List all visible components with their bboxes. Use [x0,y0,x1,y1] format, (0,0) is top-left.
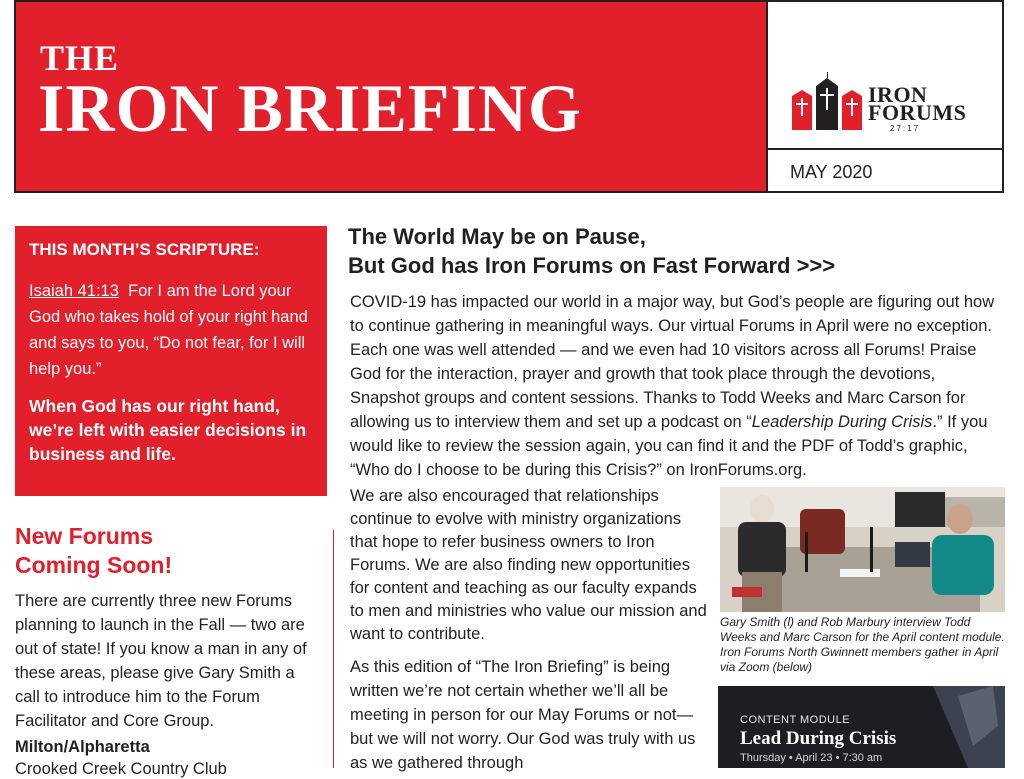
interview-photo-image [720,487,1005,612]
lead-text-italic: Leadership During Crisis [751,413,933,431]
interview-photo [720,487,1005,612]
crosses-icon [790,72,866,132]
lead-text-part1: COVID-19 has impacted our world in a major way, but God’s people are figuring out how to continue gathering in meaningful ways. Our virtual Forums in April were no exception. Each one was well attended — and we even had 10 visitors across all Forums! Praise God for the interaction, prayer and growth that took place through the devotions, Snapshot groups and content sessions. Thanks to Todd Weeks and Marc Carson for allowing us to interview them and set up a podcast on “ [350,293,995,431]
scripture-emphasis: When God has our right hand, we’re left with easier decisions in business and life. [29,396,307,464]
photo-caption: Gary Smith (l) and Rob Marbury interview Todd Weeks and Marc Carson for the April content module. Iron Forums North Gwinnett members gather in April via Zoom (below) [720,615,1005,674]
content-module-card [718,686,1005,768]
masthead-divider [768,148,1002,150]
newsletter-title: IRON BRIEFING [38,70,582,146]
new-forums-heading-line2: Coming Soon! [15,552,173,578]
scripture-box [15,226,327,496]
article-paragraph-3: As this edition of “The Iron Briefing” is being written we’re not certain whether we’ll all be meeting in person for our May Forums or not— but we will not worry. Our God was truly with us as we gathered through [350,658,696,772]
module-title: Lead During Crisis [740,728,897,749]
masthead-title-panel [16,2,766,191]
article-lead-paragraph [350,290,1006,482]
logo-word-iron: IRON [868,82,928,107]
lead-text-part2: .” If you would like to review the session again, you can find it and the PDF of Todd’s graphic, “Who do I choose to be during this Crisis?” on IronForums.org. [350,413,988,479]
new-forums-venue: Crooked Creek Country Club [15,760,227,778]
masthead-the: THE [40,38,120,78]
new-forums-heading [15,522,315,580]
new-forums-location: Milton/Alpharetta [15,738,150,756]
masthead [14,0,1004,193]
scripture-verse-block [29,278,313,382]
logo-word-forums: FORUMS [868,100,967,125]
logo-reference: 27:17 [890,124,921,133]
article-headline [348,222,998,280]
column-divider [333,530,334,768]
article-paragraph-2: We are also encouraged that relationships continue to evolve with ministry organizations that hope to refer business owners to Iron Forums. We are also finding new opportunities for content and teaching as our faculty expands to men and ministries who value our mission and want to contribute. [350,487,707,643]
article-headline-line2: But God has Iron Forums on Fast Forward >>> [348,253,836,278]
issue-date: MAY 2020 [790,162,873,182]
scripture-verse: For I am the Lord your God who takes hold of your right hand and says to you, “Do not fear, for I will help you.” [29,282,308,378]
module-date: Thursday • April 23 • 7:30 am [740,752,883,764]
scripture-reference: Isaiah 41:13 [29,282,119,300]
masthead-info-panel [766,2,1002,191]
module-label: CONTENT MODULE [740,714,851,726]
scripture-heading: THIS MONTH’S SCRIPTURE: [29,240,260,259]
new-forums-heading-line1: New Forums [15,523,154,549]
new-forums-body: There are currently three new Forums planning to launch in the Fall — two are out of state! If you know a man in any of these areas, please give Gary Smith a call to introduce him to the Forum Facilitator and Core Group. [15,592,307,730]
iron-forums-logo [790,72,980,132]
article-headline-line1: The World May be on Pause, [348,224,646,249]
